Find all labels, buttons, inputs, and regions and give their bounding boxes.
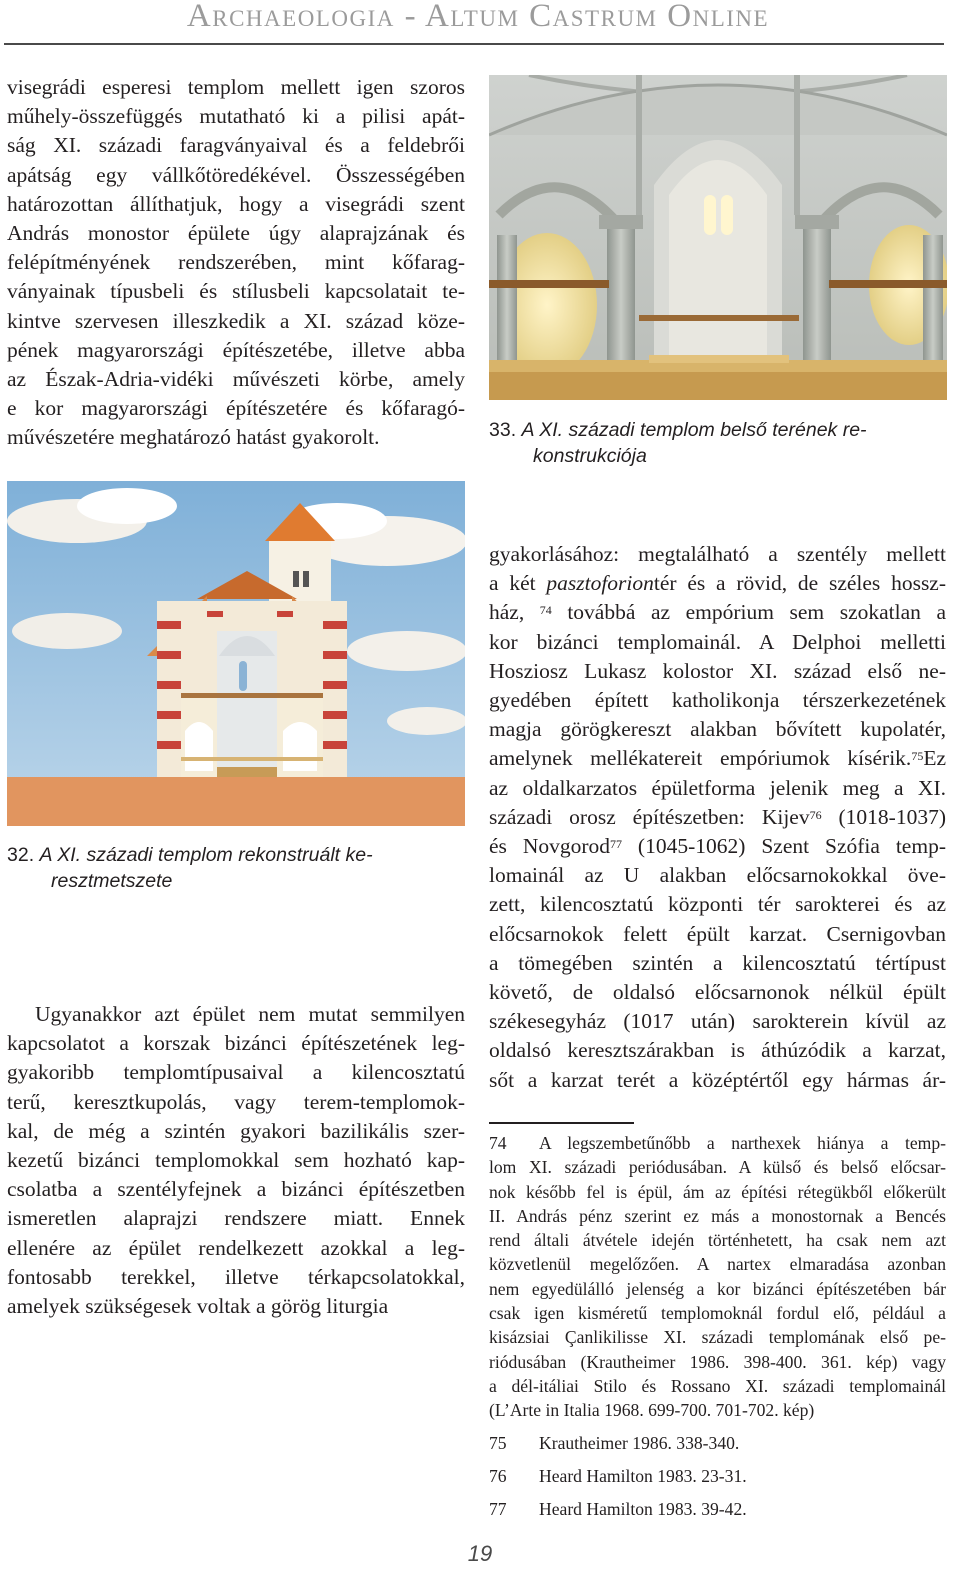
right-line: a két pasztoforiontér és a rövid, de széles hossz- — [489, 571, 947, 596]
right-line: követő, de oldalsó előcsarnonok nélkül épült — [489, 980, 946, 1005]
text-line: visegrádi esperesi templom mellett igen szoros — [7, 75, 465, 99]
right-line: Hosziosz Lukasz kolostor XI. század első ne- — [489, 658, 946, 683]
right-line: a tömegében szintén a kilencosztatú tértípust — [489, 950, 946, 975]
right-line: székesegyház (1017 után) sarokterein kívül az — [489, 1009, 946, 1034]
right-line: magja görögkereszt alakban bővített kupolatér, — [489, 717, 946, 742]
journal-title: Archaeologia - Altum Castrum Online — [186, 0, 770, 34]
footnote-text: Krautheimer 1986. 338-340. — [539, 1433, 740, 1454]
text-line: ványainak típusbeli és stílusbeli kapcsolatait te- — [7, 279, 465, 304]
text-line: az Észak-Adria-vidéki művészeti körbe, amely — [7, 367, 465, 392]
right-line: sőt a karzat terét a középtértől egy hármas ár- — [489, 1067, 946, 1092]
paragraph-left-bottom — [7, 1000, 465, 1321]
footnote-ref-77[interactable]: 77 — [610, 837, 623, 852]
footnote-number: 75 — [489, 1433, 507, 1454]
text-line: Ugyanakkor azt épület nem mutat semmilyen — [35, 1002, 465, 1026]
footnote-line: lom XI. századi periódusában. A külső és belső előcsar- — [489, 1157, 946, 1178]
pasztoforion-term: pasztoforion — [546, 571, 654, 596]
text-line: András monostor épülete úgy alaprajzának és — [7, 221, 465, 246]
footnote-ref-74[interactable]: 74 — [539, 603, 552, 618]
text-line: fontosabb terekkel, illetve térkapcsolatokkal, — [7, 1264, 465, 1289]
text-line: kezetű bizánci templomokkal sem hozható kap- — [7, 1148, 465, 1173]
figure-32-caption — [7, 842, 467, 894]
text-line: ellenére az épület rendelkezett azokkal a leg- — [7, 1235, 465, 1260]
paragraph-right — [489, 540, 946, 1095]
text-line: kintve szervesen illeszkedik a XI. század köze- — [7, 308, 465, 333]
text-line: kapcsolatot a korszak bizánci építészetének leg- — [7, 1031, 465, 1056]
footnote-76 — [489, 1464, 946, 1488]
footnote-text: Heard Hamilton 1983. 39-42. — [539, 1498, 747, 1519]
right-line: gyedében épített katholikonja térszerkezetének — [489, 688, 946, 713]
text-line: csolatba a szentélyfejnek a bizánci építészetben — [7, 1177, 465, 1202]
footnote-number: 76 — [489, 1465, 507, 1486]
church-interior-illustration — [489, 75, 947, 400]
footnote-line: rend általi átvétele idején történhetett, ha csak nem azt — [489, 1230, 946, 1251]
right-line: oldalsó keresztszárakban is áthúzódik a karzat, — [489, 1038, 946, 1063]
figure-32-crosssection-image — [7, 481, 465, 826]
footnotes — [489, 1131, 946, 1529]
text-line: művészetére meghatározó hatást gyakorolt. — [7, 425, 380, 450]
figure-33-caption-line2: konstrukciója — [533, 445, 647, 467]
footnote-line: riódusában (Krautheimer 1986. 398-400. 361. kép) vagy — [489, 1351, 946, 1372]
footnote-line: nem egyedülálló jelenség a kor bizánci építészetében bár — [489, 1278, 946, 1299]
footnote-number: 74 — [489, 1133, 507, 1153]
footnote-line: (L’Arte in Italia 1968. 699-700. 701-702. kép) — [489, 1400, 815, 1421]
footnote-77 — [489, 1497, 946, 1521]
right-line: zett, kilencosztatú központi tér sarokterei és az — [489, 892, 946, 917]
right-line: kor bizánci templomainál. A Delphoi melletti — [489, 629, 946, 654]
text-line: terű, keresztkupolás, vagy terem-templomok- — [7, 1089, 465, 1114]
figure-33-number: 33. — [489, 419, 517, 441]
right-line: amelynek mellékatereit empóriumok kísérik.$^{75}$Ez — [489, 746, 946, 771]
footnote-line: csak igen kisméretű templomoknál fordul elő, például a — [489, 1303, 946, 1324]
header-rule — [4, 43, 944, 45]
text-line: kal, de még a szintén gyakori bazilikális szer- — [7, 1118, 465, 1143]
right-line: előcsarnokok felett épült karzat. Csernigovban — [489, 921, 946, 946]
figure-32-caption-line1: A XI. századi templom rekonstruált ke- — [39, 844, 373, 866]
text-line: felépítményének rendszerében, mint kőfarag- — [7, 250, 465, 275]
footnote-ref-76[interactable]: 76 — [809, 807, 822, 822]
right-line: és Novgorod$^{77}$ (1045-1062) Szent Szófia temp- — [489, 834, 946, 859]
footnote-line: II. András pénz szerint ez más a monostornak a Bencés — [489, 1205, 946, 1226]
footnote-74 — [489, 1131, 946, 1423]
figure-33-caption — [489, 417, 949, 469]
footnote-line: nok később fel is épül, ám az építési rétegükből előkerült — [489, 1181, 946, 1202]
running-header — [0, 0, 960, 46]
figure-32-number: 32. — [7, 844, 35, 866]
paragraph-left-top — [7, 73, 465, 453]
figure-33-interior-image — [489, 75, 947, 400]
text-line: amelyek szükségesek voltak a görög liturgia — [7, 1294, 389, 1319]
text-line: e kor magyarországi építészetére és kőfaragó- — [7, 396, 465, 421]
text-line: apátság egy vállkőtöredékével. Összességében — [7, 162, 465, 187]
footnote-number: 77 — [489, 1498, 507, 1519]
right-line: lomainál az U alakban előcsarnokokkal öve- — [489, 863, 946, 888]
text-line: ság XI. századi faragványaival és a feldebrői — [7, 133, 465, 158]
text-line: határozottan állíthatjuk, hogy a visegrádi szent — [7, 191, 465, 216]
text-line: ismeretlen alaprajzi rendszere miatt. Ennek — [7, 1206, 465, 1231]
footnote-75 — [489, 1431, 946, 1455]
text-line: műhely-összefüggés mutatható ki a pilisi apát- — [7, 104, 465, 129]
footnote-line: kisázsiai Çanlikilisse XI. századi templomának első pe- — [489, 1327, 946, 1348]
right-line: századi orosz építészetben: Kijev$^{76}$ (1018-1037) — [489, 804, 946, 829]
footnote-line: közvetlenül megelőzően. A nartex elmaradása azonban — [489, 1254, 946, 1275]
church-crosssection-illustration — [7, 481, 465, 826]
text-line: pének magyarországi építészetébe, illetve abba — [7, 337, 465, 362]
footnote-line: a dél-itáliai Stilo és Rossano XI. századi templomainál — [489, 1375, 946, 1396]
right-line: gyakorlásához: megtalálható a szentély mellett — [489, 542, 946, 566]
figure-33-caption-line1: A XI. századi templom belső terének re- — [521, 419, 867, 441]
right-line: ház, $^{74}$ továbbá az empórium sem szokatlan a — [489, 600, 947, 625]
text-line: gyakoribb templomtípusaival a kilencosztatú — [7, 1060, 465, 1085]
footnote-separator — [489, 1122, 634, 1124]
figure-32-caption-line2: resztmetszete — [51, 870, 173, 892]
footnote-text: Heard Hamilton 1983. 23-31. — [539, 1465, 747, 1486]
footnote-line: 74 A legszembetűnőbb a narthexek hiánya a temp- — [489, 1131, 946, 1155]
page-number: 19 — [467, 1541, 493, 1566]
right-line: az oldalkarzatos épületforma jelenik meg a XI. — [489, 775, 946, 800]
footnote-ref-75[interactable]: 75 — [911, 749, 924, 764]
